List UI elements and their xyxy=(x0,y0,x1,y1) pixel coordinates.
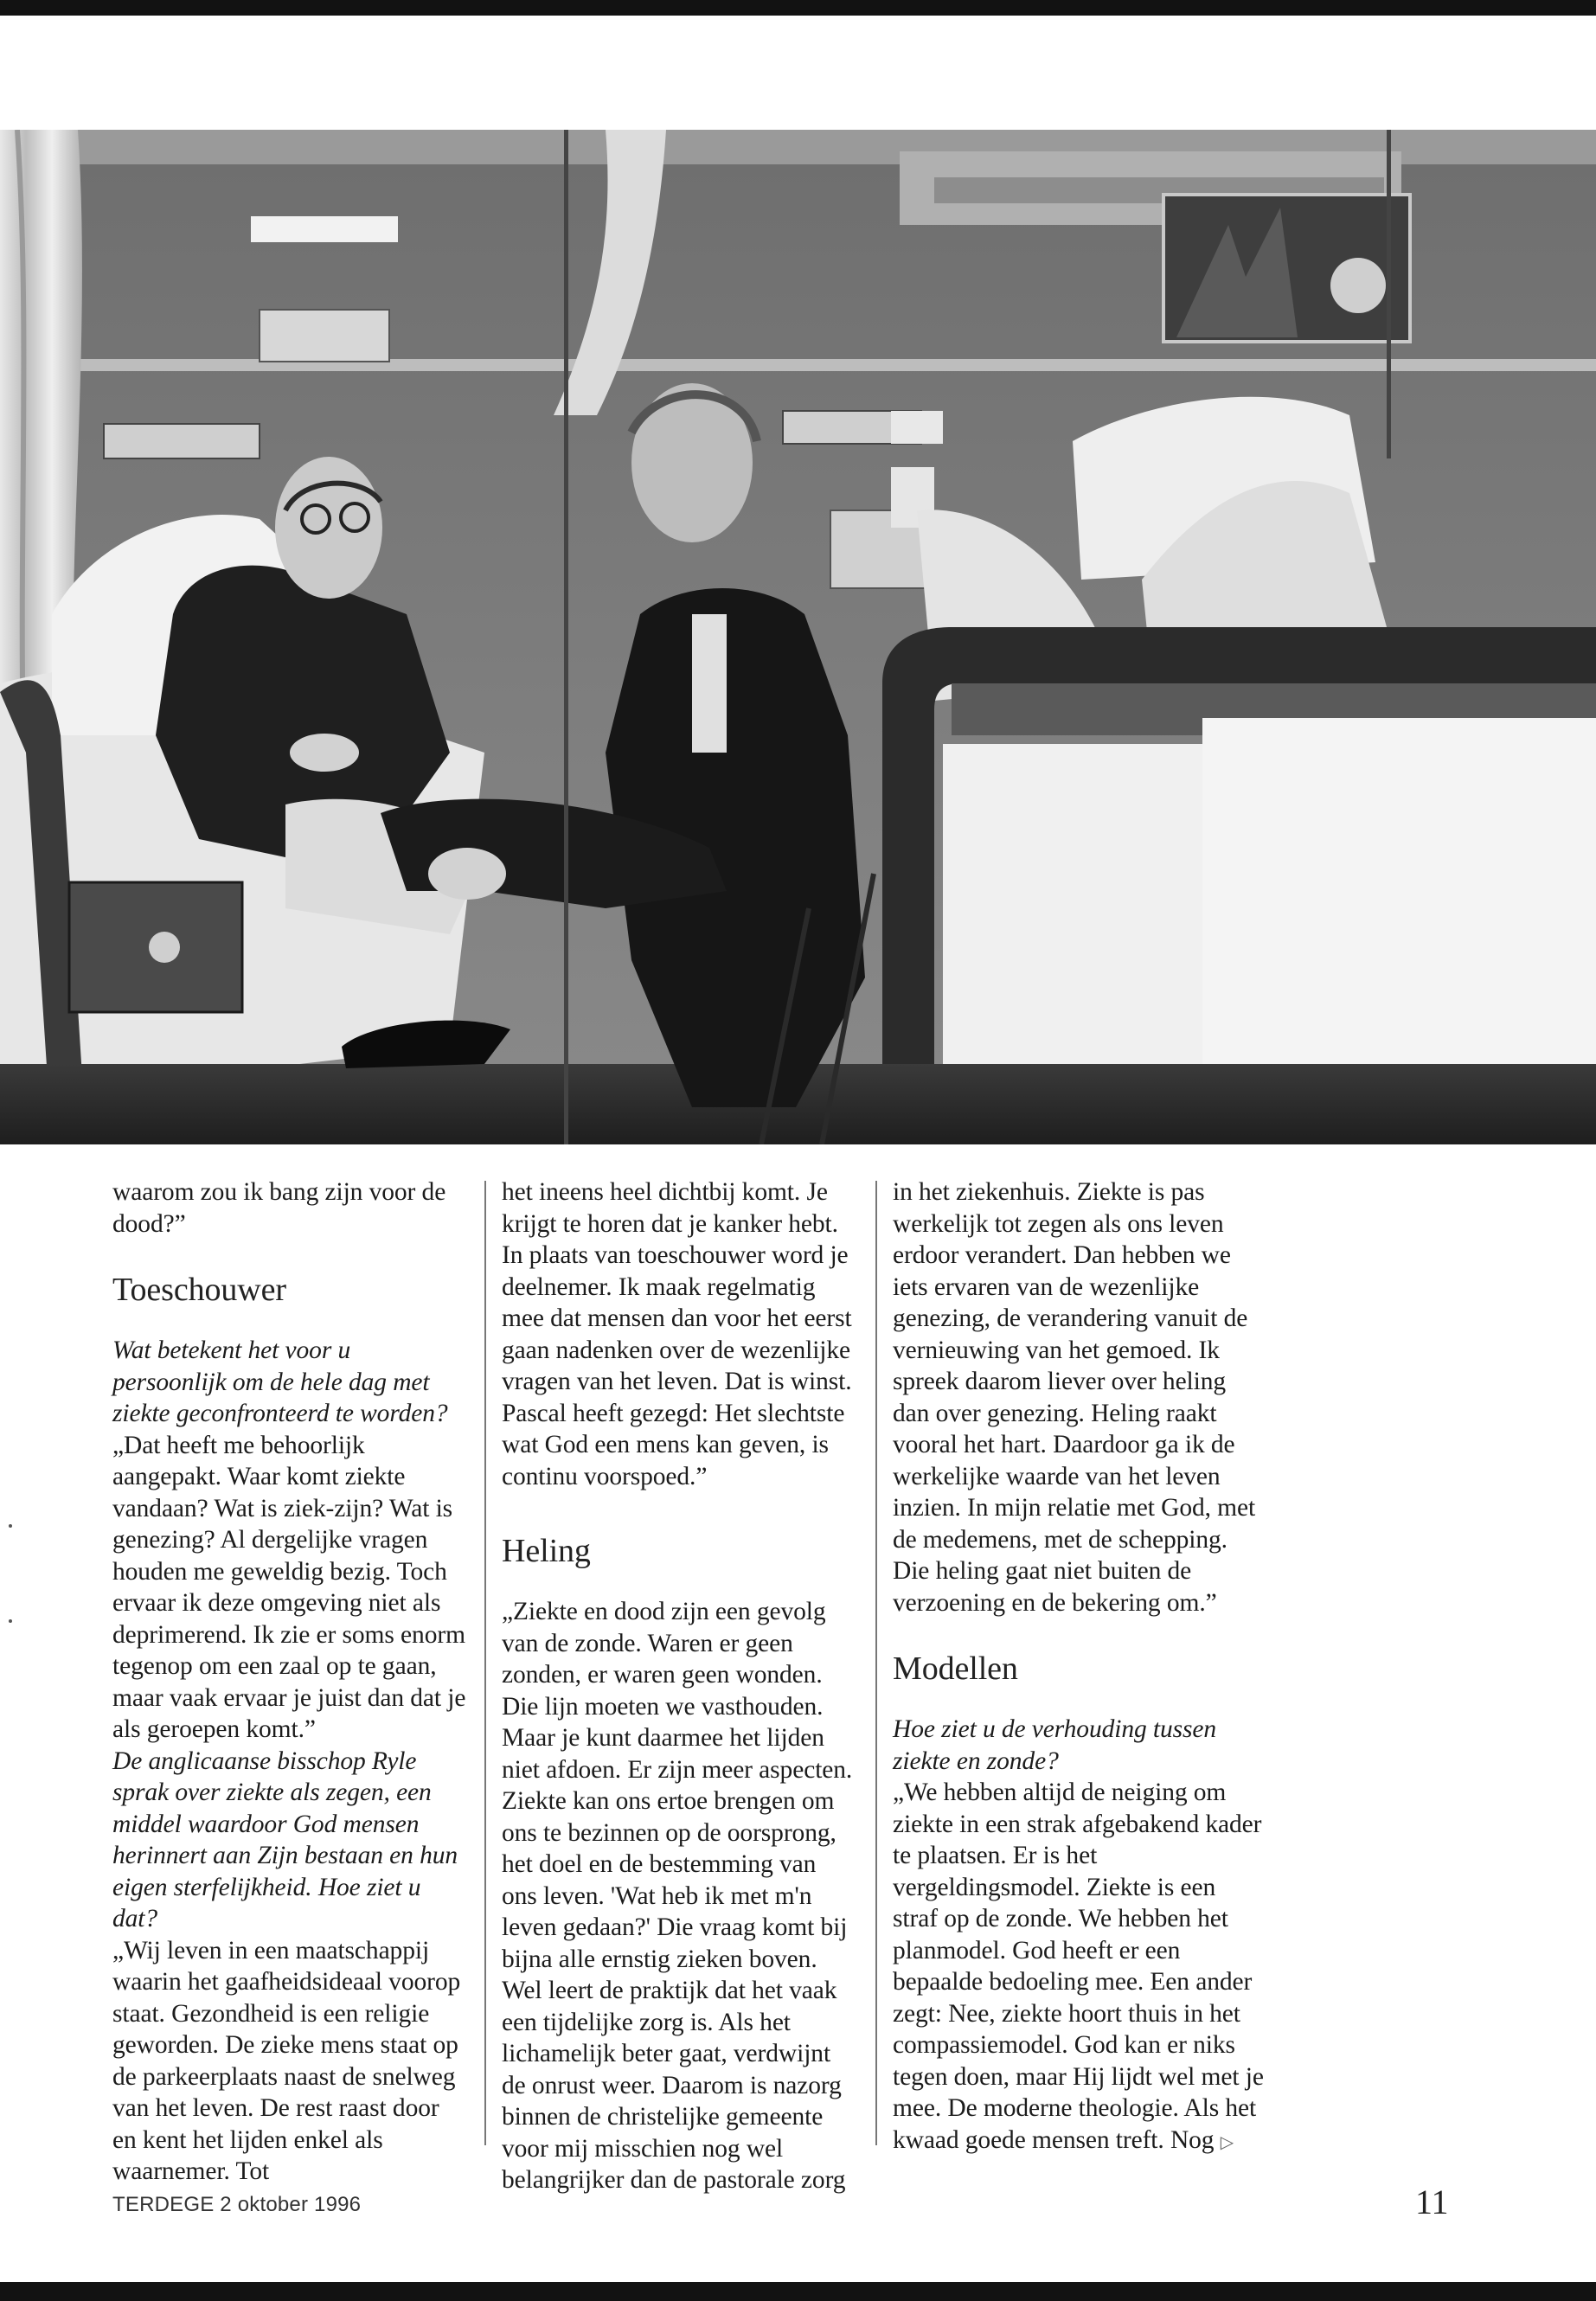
photo-illustration xyxy=(0,130,1596,1144)
interview-question: Wat betekent het voor u persoonlijk om de hele dag met ziekte geconfronteerd te worden? xyxy=(112,1336,448,1427)
interview-answer xyxy=(893,1777,1265,2157)
column-rule-2 xyxy=(875,1181,877,2145)
article-photo xyxy=(0,130,1596,1144)
intro-paragraph: waarom zou ik bang zijn voor de dood?” xyxy=(112,1178,446,1238)
publication-footer: TERDEGE 2 oktober 1996 xyxy=(112,2193,362,2216)
interview-answer: „Dat heeft me behoorlijk aangepakt. Waar komt ziekte vandaan? Wat is ziek-zijn? Wat is genezing? Al dergelijke vragen houden me geweldig bezig. Toch ervaar ik deze omgeving niet als deprimerend. Ik zie er soms enorm tegenop om een zaal op te gaan, maar vaak ervaar je juist dan dat je als geroepen komt.” xyxy=(112,1431,466,1743)
continue-arrow-icon: ▷ xyxy=(1220,2131,1234,2152)
body-paragraph: in het ziekenhuis. Ziekte is pas werkelijk tot zegen als ons leven erdoor verandert. Dan hebben we iets ervaren van de wezenlijke genezing, de verandering vanuit de vernieuwing van het gemoed. Ik spreek daarom liever over heling dan over genezing. Heling raakt vooral het hart. Daardoor ga ik de werkelijke waarde van het leven inzien. In mijn relatie met God, met de medemens, met de schepping. Die heling gaat niet buiten de verzoening en de bekering om.” xyxy=(893,1178,1256,1617)
interview-question: Hoe ziet u de verhouding tussen ziekte en zonde? xyxy=(893,1715,1217,1775)
body-paragraph: het ineens heel dichtbij komt. Je krijgt te horen dat je kanker hebt. In plaats van toeschouwer word je deelnemer. Ik maak regelmatig mee dat mensen dan voor het eerst gaan nadenken over de wezenlijke vragen van het leven. Dat is winst. Pascal heeft gezegd: Het slechtste wat God een mens kan geven, is continu voorspoed.” xyxy=(502,1178,852,1490)
article-column-3 xyxy=(893,1176,1265,2157)
column-rule-1 xyxy=(484,1181,486,2145)
interview-answer: „Wij leven in een maatschappij waarin het gaafheidsideaal voorop staat. Gezondheid is een religie geworden. De zieke mens staat op de parkeerplaats naast de snelweg van het leven. De rest raast door en kent het lijden enkel als waarnemer. Tot xyxy=(112,1936,461,2185)
heading-heling: Heling xyxy=(502,1533,591,1569)
article-column-2 xyxy=(502,1176,856,2196)
body-paragraph: „Ziekte en dood zijn een gevolg van de zonde. Waren er geen zonden, er waren geen wonden. Die lijn moeten we vasthouden. Maar je kunt daarmee het lijden niet afdoen. Er zijn meer aspecten. Ziekte kan ons ertoe brengen om ons te bezinnen op de oorsprong, het doel en de bestemming van ons leven. 'Wat heb ik met m'n leven gedaan?' Die vraag komt bij bijna alle ernstig zieken boven. Wel leert de praktijk dat het vaak een tijdelijke zorg is. Als het lichamelijk beter gaat, verdwijnt de onrust weer. Daarom is nazorg binnen de christelijke gemeente voor mij misschien nog wel belangrijker dan de pastorale zorg xyxy=(502,1598,853,2194)
heading-modellen: Modellen xyxy=(893,1650,1018,1687)
interview-question: De anglicaanse bisschop Ryle sprak over ziekte als zegen, een middel waardoor God mensen herinnert aan Zijn bestaan en hun eigen sterfelijkheid. Hoe ziet u dat? xyxy=(112,1747,458,1932)
page-number: 11 xyxy=(1415,2182,1449,2221)
article-column-1 xyxy=(112,1176,467,2188)
margin-mark xyxy=(9,1619,12,1623)
answer-text: „We hebben altijd de neiging om ziekte in een strak afgebakend kader te plaatsen. Er is het vergeldingsmodel. Ziekte is een straf op de zonde. We hebben het planmodel. God heeft er een bepaalde bedoeling mee. Een ander zegt: Nee, ziekte hoort thuis in het compassiemodel. God kan er niks tegen doen, maar Hij lijdt wel met je mee. De moderne theologie. Als het kwaad goede mensen treft. Nog xyxy=(893,1779,1264,2154)
top-rule xyxy=(0,0,1596,16)
margin-mark xyxy=(9,1524,12,1528)
bottom-rule xyxy=(0,2282,1596,2301)
heading-toeschouwer: Toeschouwer xyxy=(112,1272,286,1308)
